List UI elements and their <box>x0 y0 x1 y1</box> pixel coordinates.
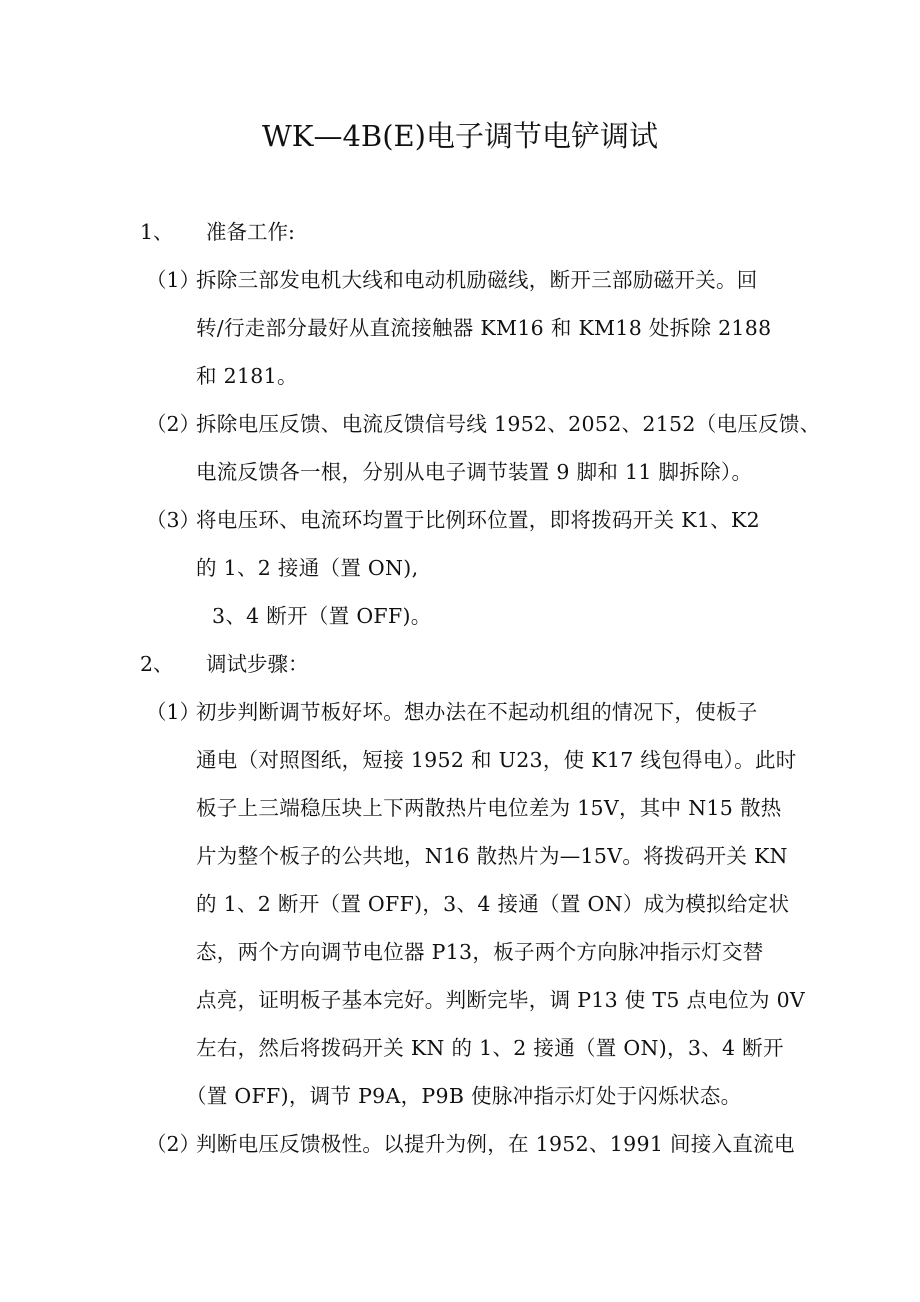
paragraph-line: 拆除三部发电机大线和电动机励磁线，断开三部励磁开关。回 <box>196 268 758 292</box>
paragraph-line: 电流反馈各一根，分别从电子调节装置 9 脚和 11 脚拆除）。 <box>196 460 753 484</box>
paragraph-line: 态，两个方向调节电位器 P13，板子两个方向脉冲指示灯交替 <box>196 940 764 964</box>
paragraph-line: 通电（对照图纸，短接 1952 和 U23，使 K17 线包得电）。此时 <box>196 748 797 772</box>
paragraph-line: 点亮，证明板子基本完好。判断完毕，调 P13 使 T5 点电位为 0V <box>196 988 806 1012</box>
paragraph-line: 的 1、2 断开（置 OFF)，3、4 接通（置 ON）成为模拟给定状 <box>196 892 790 916</box>
paragraph-line: 初步判断调节板好坏。想办法在不起动机组的情况下，使板子 <box>196 700 758 724</box>
section-number: 2、 <box>140 652 174 676</box>
paragraph-line: 左右，然后将拨码开关 KN 的 1、2 接通（置 ON)，3、4 断开 <box>196 1036 784 1060</box>
item-number: （2） <box>146 412 201 436</box>
paragraph-line: 3、4 断开（置 OFF)。 <box>212 604 432 628</box>
paragraph-line: 片为整个板子的公共地，N16 散热片为—15V。将拨码开关 KN <box>196 844 788 868</box>
paragraph-line: 和 2181。 <box>196 364 298 388</box>
paragraph-line: 的 1、2 接通（置 ON), <box>196 556 419 580</box>
paragraph-line: 判断电压反馈极性。以提升为例，在 1952、1991 间接入直流电 <box>196 1132 795 1156</box>
section-heading: 准备工作: <box>206 220 295 244</box>
item-number: （3） <box>146 508 201 532</box>
section-number: 1、 <box>140 220 174 244</box>
item-number: （2） <box>146 1132 201 1156</box>
paragraph-line: 板子上三端稳压块上下两散热片电位差为 15V，其中 N15 散热 <box>196 796 782 820</box>
item-number: （1） <box>146 268 201 292</box>
paragraph-line: 将电压环、电流环均置于比例环位置，即将拨码开关 K1、K2 <box>196 508 760 532</box>
document-title: WK—4B(E)电子调节电铲调试 <box>261 119 659 153</box>
paragraph-line: 转/行走部分最好从直流接触器 KM16 和 KM18 处拆除 2188 <box>196 316 772 340</box>
section-heading: 调试步骤： <box>206 652 309 676</box>
paragraph-line: （置 OFF)，调节 P9A，P9B 使脉冲指示灯处于闪烁状态。 <box>186 1084 742 1108</box>
paragraph-line: 拆除电压反馈、电流反馈信号线 1952、2052、2152（电压反馈、 <box>196 412 821 436</box>
item-number: （1） <box>146 700 201 724</box>
